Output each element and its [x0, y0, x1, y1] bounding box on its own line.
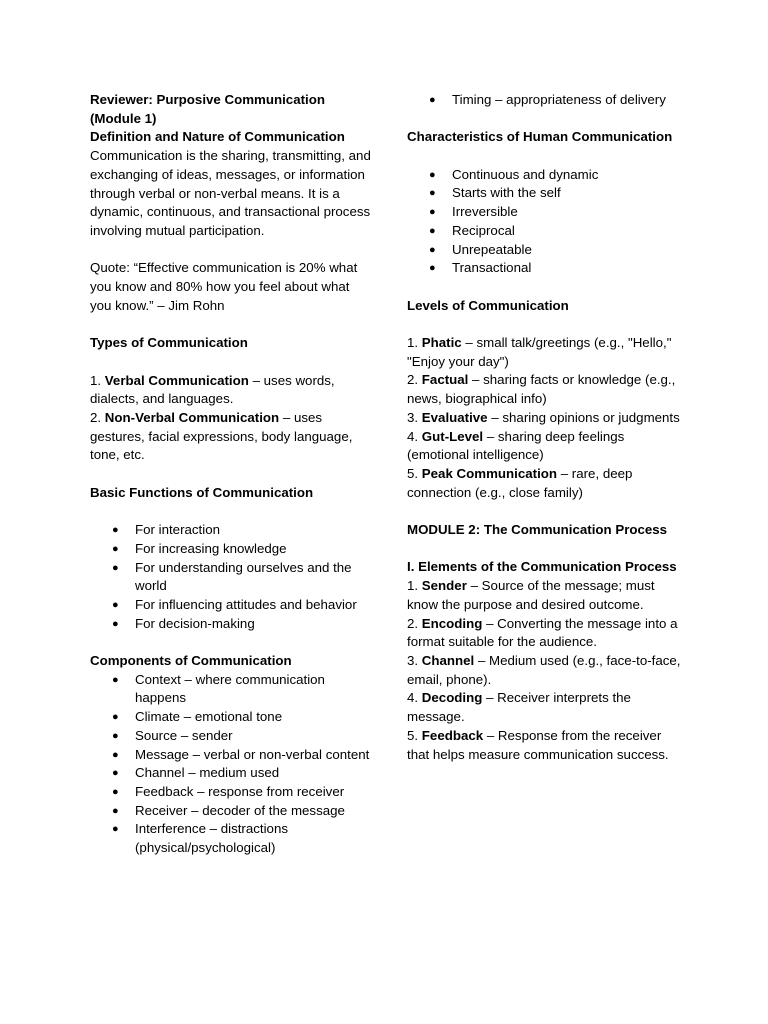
level-item: 2. Factual – sharing facts or knowledge (e.g., news, biographical info) — [407, 372, 676, 407]
elements-heading: I. Elements of the Communication Process — [407, 559, 677, 575]
type-item: 2. Non-Verbal Communication – uses gestures, facial expressions, body language, tone, etc. — [90, 409, 353, 463]
level-item: 4. Gut-Level – sharing deep feelings (emotional intelligence) — [407, 428, 625, 463]
element-item: 2. Encoding – Converting the message into a format suitable for the audience. — [407, 615, 678, 650]
definition-heading: Definition and Nature of Communication — [90, 129, 345, 145]
type-item: 1. Verbal Communication – uses words, dialects, and languages. — [90, 372, 335, 407]
quote-text: Quote: “Effective communication is 20% what you know and 80% how you feel about what you know.” – Jim Rohn — [90, 260, 358, 313]
list-item: ● For increasing knowledge — [90, 540, 372, 559]
level-item: 5. Peak Communication – rare, deep connection (e.g., close family) — [407, 466, 633, 500]
definition-text: Communication is the sharing, transmitting, and exchanging of ideas, messages, or information through verbal or non-verbal means. It is a dynamic, continuous, and transactional process involving mutual participation. — [90, 148, 371, 238]
list-item: ● Timing – appropriateness of delivery — [407, 91, 687, 110]
list-item: ● For decision-making — [90, 615, 372, 634]
list-item: ● Continuous and dynamic — [407, 166, 687, 185]
list-item: ● Channel – medium used — [90, 764, 372, 783]
characteristics-list — [407, 166, 687, 278]
list-item: ● For interaction — [90, 521, 372, 540]
list-item: ● Reciprocal — [407, 222, 687, 241]
list-item: ● For understanding ourselves and the world — [90, 559, 372, 596]
components-list-continued — [407, 91, 687, 110]
components-list — [90, 671, 372, 858]
element-item: 1. Sender – Source of the message; must know the purpose and desired outcome. — [407, 578, 655, 612]
list-item: ● Context – where communication happens — [90, 671, 372, 708]
characteristics-heading: Characteristics of Human Communication — [407, 129, 673, 145]
module2-heading: MODULE 2: The Communication Process — [407, 522, 668, 538]
levels-heading: Levels of Communication — [407, 297, 569, 313]
element-item: 3. Channel – Medium used (e.g., face-to-face, email, phone). — [407, 653, 681, 687]
level-item: 1. Phatic – small talk/greetings (e.g., "Hello," "Enjoy your day") — [407, 335, 672, 369]
components-heading: Components of Communication — [90, 653, 292, 668]
element-item: 5. Feedback – Response from the receiver that helps measure communication success. — [407, 727, 669, 762]
list-item: ● Transactional — [407, 259, 687, 278]
right-column — [407, 91, 687, 764]
list-item: ● Message – verbal or non-verbal content — [90, 746, 372, 765]
element-item: 4. Decoding – Receiver interprets the message. — [407, 690, 631, 725]
functions-heading: Basic Functions of Communication — [90, 484, 314, 500]
document-title: Reviewer: Purposive Communication (Module 1) — [90, 92, 325, 126]
list-item: ● Starts with the self — [407, 184, 687, 203]
list-item: ● Receiver – decoder of the message — [90, 802, 372, 821]
list-item: ● Irreversible — [407, 203, 687, 222]
list-item: ● Feedback – response from receiver — [90, 783, 372, 802]
left-column — [90, 91, 372, 858]
functions-list — [90, 521, 372, 633]
list-item: ● Interference – distractions (physical/psychological) — [90, 820, 372, 857]
list-item: ● For influencing attitudes and behavior — [90, 596, 372, 615]
list-item: ● Source – sender — [90, 727, 372, 746]
list-item: ● Climate – emotional tone — [90, 708, 372, 727]
level-item: 3. Evaluative – sharing opinions or judgments — [407, 409, 680, 425]
types-heading: Types of Communication — [90, 335, 248, 351]
list-item: ● Unrepeatable — [407, 241, 687, 260]
